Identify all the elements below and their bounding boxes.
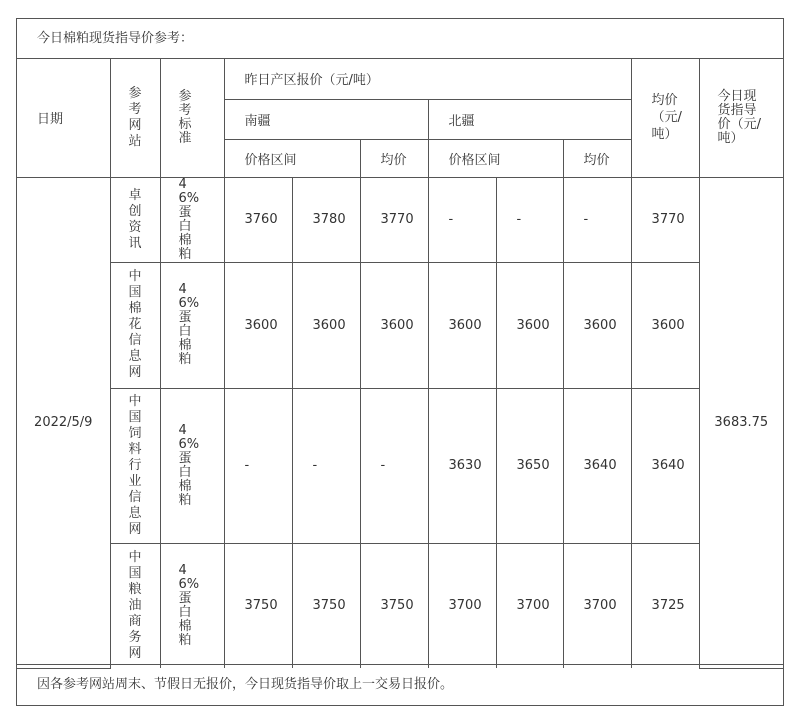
- nj-avg-cell: 3750: [360, 543, 428, 668]
- header-yesterday-quote: 昨日产区报价（元/吨）: [224, 59, 631, 99]
- nj-high-cell: 3600: [292, 262, 360, 388]
- nj-low-cell: 3750: [224, 543, 292, 668]
- header-overall-avg-unit: （元/吨）: [651, 110, 682, 143]
- avg-cell: 3640: [631, 388, 699, 543]
- avg-cell: 3770: [631, 177, 699, 262]
- site-cell: 中国饲料行业信息网: [110, 388, 160, 543]
- table-row: [17, 388, 783, 543]
- avg-cell: 3725: [631, 543, 699, 668]
- bj-low-cell: 3630: [428, 388, 496, 543]
- header-nj-price-range: 价格区间: [224, 139, 360, 177]
- header-row-1: [17, 59, 783, 99]
- footer-note: 因各参考网站周末、节假日无报价，今日现货指导价取上一交易日报价。: [17, 664, 783, 705]
- nj-high-cell: -: [292, 388, 360, 543]
- date-cell: 2022/5/9: [17, 177, 110, 668]
- bj-avg-cell: 3700: [563, 543, 631, 668]
- bj-avg-cell: -: [563, 177, 631, 262]
- today-price-cell: 3683.75: [699, 177, 783, 668]
- standard-cell: 46%蛋白棉粕: [160, 543, 224, 668]
- header-nj-avg: 均价: [360, 139, 428, 177]
- site-cell: 中国粮油商务网: [110, 543, 160, 668]
- header-today-price: [699, 59, 783, 177]
- table-row: [17, 262, 783, 388]
- header-today-unit: （元/吨）: [717, 116, 761, 146]
- price-reference-document: [16, 18, 784, 706]
- header-standard: 参考标准: [160, 59, 224, 177]
- table-row: [17, 543, 783, 668]
- bj-avg-cell: 3600: [563, 262, 631, 388]
- header-overall-avg-label: 均价: [651, 93, 678, 109]
- table-caption: 今日棉粕现货指导价参考：: [17, 19, 783, 59]
- header-today-label: 今日现货指导价: [717, 88, 757, 132]
- nj-avg-cell: 3770: [360, 177, 428, 262]
- standard-cell: 46%蛋白棉粕: [160, 388, 224, 543]
- header-bj-price-range: 价格区间: [428, 139, 563, 177]
- nj-low-cell: 3600: [224, 262, 292, 388]
- header-bj-avg: 均价: [563, 139, 631, 177]
- bj-low-cell: 3600: [428, 262, 496, 388]
- bj-avg-cell: 3640: [563, 388, 631, 543]
- header-overall-avg: [631, 59, 699, 177]
- bj-low-cell: -: [428, 177, 496, 262]
- header-beijiang: 北疆: [428, 99, 631, 139]
- avg-cell: 3600: [631, 262, 699, 388]
- standard-cell: 46%蛋白棉粕: [160, 177, 224, 262]
- standard-cell: 46%蛋白棉粕: [160, 262, 224, 388]
- bj-low-cell: 3700: [428, 543, 496, 668]
- nj-low-cell: 3760: [224, 177, 292, 262]
- bj-high-cell: 3700: [496, 543, 563, 668]
- nj-high-cell: 3750: [292, 543, 360, 668]
- table-row: [17, 177, 783, 262]
- nj-avg-cell: -: [360, 388, 428, 543]
- header-nanjiang: 南疆: [224, 99, 428, 139]
- nj-high-cell: 3780: [292, 177, 360, 262]
- nj-avg-cell: 3600: [360, 262, 428, 388]
- nj-low-cell: -: [224, 388, 292, 543]
- site-cell: 卓创资讯: [110, 177, 160, 262]
- header-site: 参考网站: [110, 59, 160, 177]
- site-cell: 中国棉花信息网: [110, 262, 160, 388]
- header-date: 日期: [17, 59, 110, 177]
- price-table: [17, 59, 783, 669]
- bj-high-cell: -: [496, 177, 563, 262]
- bj-high-cell: 3600: [496, 262, 563, 388]
- bj-high-cell: 3650: [496, 388, 563, 543]
